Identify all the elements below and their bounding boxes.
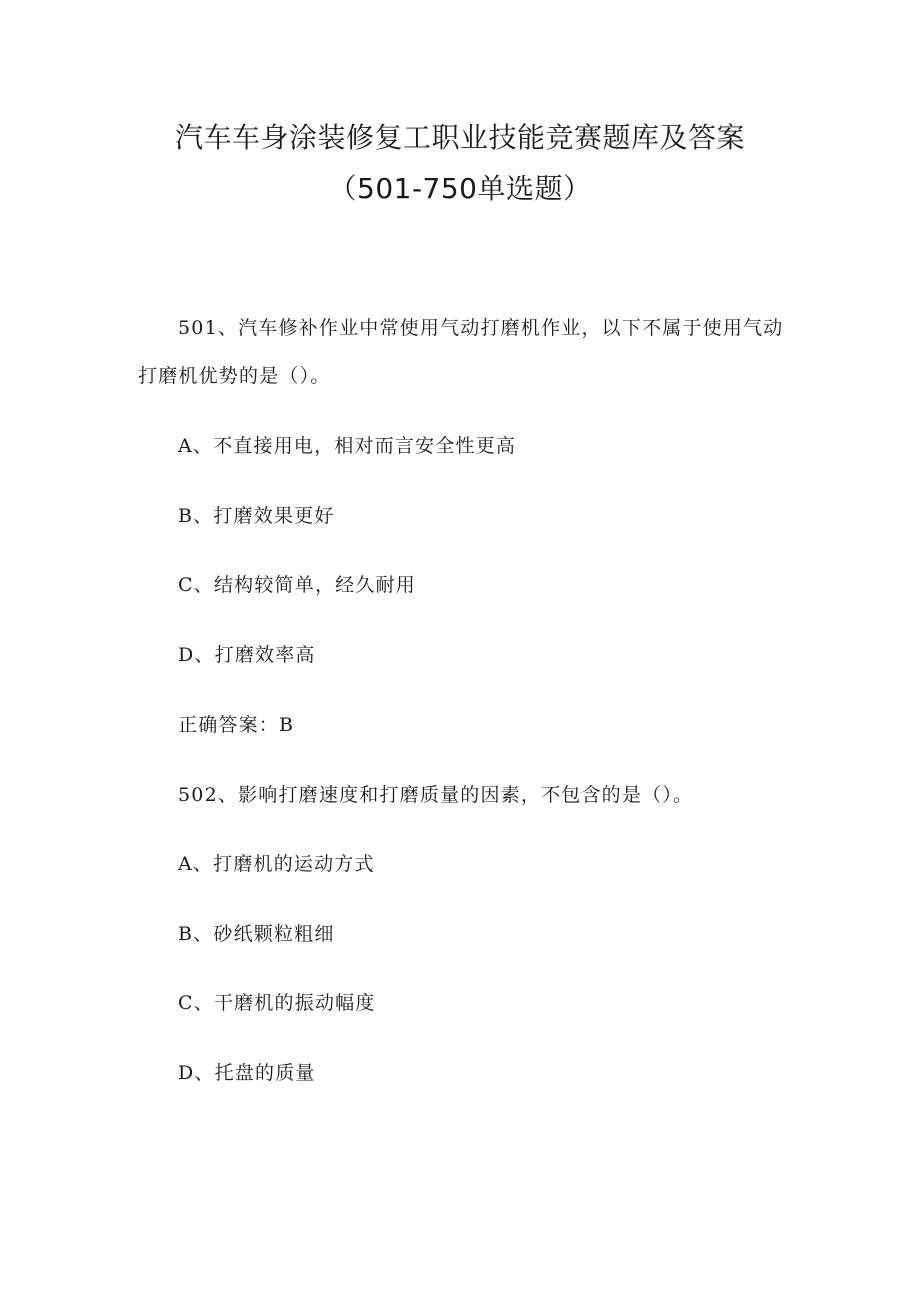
option-c: C、干磨机的振动幅度 bbox=[178, 992, 376, 1014]
option-b: B、打磨效果更好 bbox=[178, 505, 335, 527]
option-c: C、结构较简单，经久耐用 bbox=[178, 574, 416, 596]
option-d: D、托盘的质量 bbox=[178, 1062, 316, 1084]
question-stem: 502、影响打磨速度和打磨质量的因素，不包含的是（）。 bbox=[178, 784, 694, 806]
document-subtitle: （501-750单选题） bbox=[328, 172, 592, 205]
option-a: A、打磨机的运动方式 bbox=[178, 853, 375, 875]
document-title: 汽车车身涂装修复工职业技能竞赛题库及答案 bbox=[174, 121, 745, 154]
option-b: B、砂纸颗粒粗细 bbox=[178, 923, 335, 945]
option-d: D、打磨效率高 bbox=[178, 644, 316, 666]
option-a: A、不直接用电，相对而言安全性更高 bbox=[178, 435, 517, 457]
question-stem: 501、汽车修补作业中常使用气动打磨机作业，以下不属于使用气动 bbox=[178, 317, 784, 339]
correct-answer: 正确答案：B bbox=[178, 714, 295, 736]
question-stem-continued: 打磨机优势的是（）。 bbox=[138, 365, 331, 387]
